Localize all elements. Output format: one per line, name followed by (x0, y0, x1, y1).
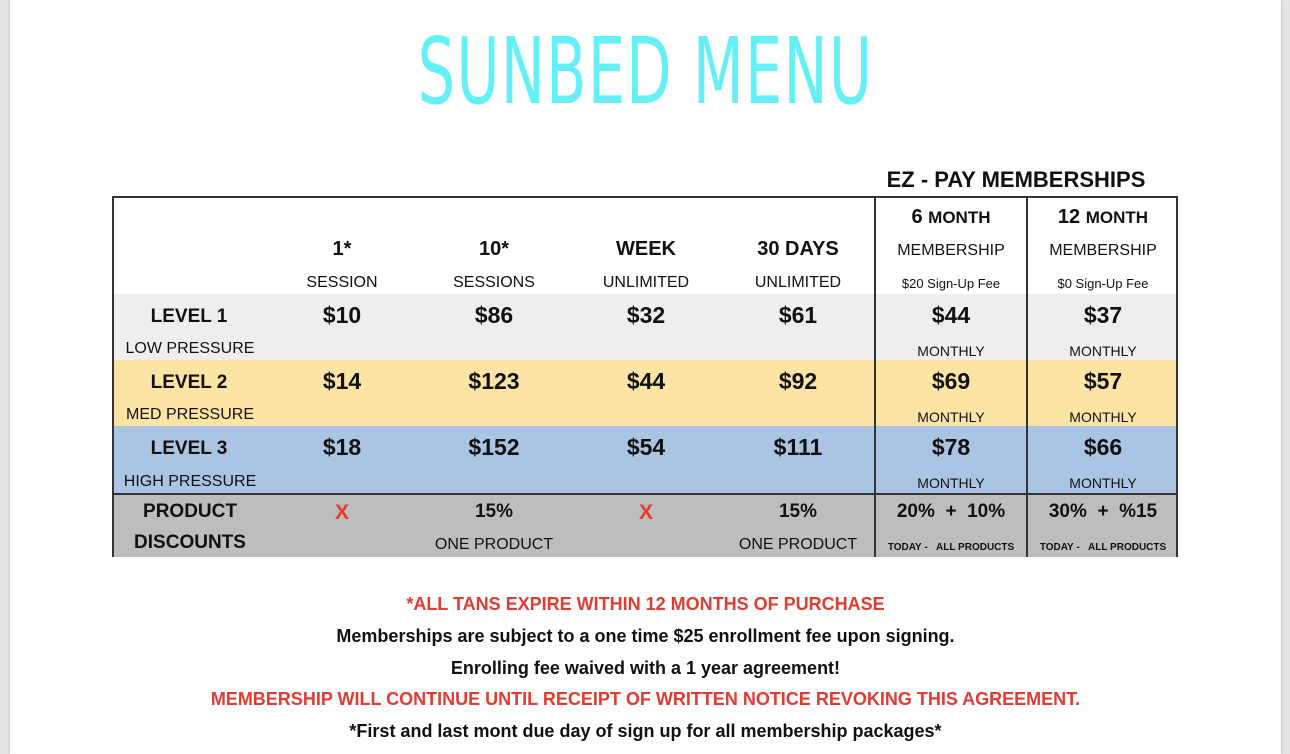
level-3-price-6-month: $78 (931, 434, 971, 460)
membership-12-number: 12 (1057, 206, 1081, 228)
membership-12-month-heading (1028, 206, 1178, 229)
product-12-month-all-products: ALL PRODUCTS (1088, 542, 1167, 553)
membership-6-label: MEMBERSHIP (897, 242, 1005, 259)
price-table (112, 196, 1178, 557)
level-2-pressure: MED PRESSURE (125, 406, 255, 423)
level-2-price-week: $44 (626, 368, 666, 394)
membership-6-fee: $20 Sign-Up Fee (901, 276, 1001, 291)
level-1-pressure: LOW PRESSURE (125, 340, 255, 357)
level-1-price-12-month: $37 (1083, 302, 1123, 328)
level-1-6-month-period: MONTHLY (917, 343, 985, 359)
level-1-price-1-session: $10 (322, 302, 362, 328)
col-header-1-session: 1* (332, 238, 352, 260)
level-2-price-12-month: $57 (1083, 368, 1123, 394)
level-2-price-10-sessions: $123 (468, 368, 520, 394)
level-2-price-6-month: $69 (931, 368, 971, 394)
product-10-sessions-sub: ONE PRODUCT (434, 536, 554, 553)
level-2-12-month-period: MONTHLY (1069, 409, 1137, 425)
product-6-month-all-products: ALL PRODUCTS (936, 542, 1015, 553)
level-2-price-1-session: $14 (322, 368, 362, 394)
level-2-name: LEVEL 2 (150, 372, 228, 393)
level-1-price-6-month: $44 (931, 302, 971, 328)
product-6-month-sub (876, 542, 1026, 553)
product-10-sessions-discount: 15% (474, 501, 514, 522)
product-12-month-discount: 30% + %15 (1048, 501, 1158, 522)
product-6-month-discount: 20% + 10% (896, 501, 1006, 522)
col-header-30-days: 30 DAYS (757, 238, 839, 260)
note-enrollment-fee: Memberships are subject to a one time $25 enrollment fee upon signing. (336, 626, 955, 646)
membership-6-number: 6 (911, 206, 923, 228)
product-6-month-today: TODAY - (887, 542, 928, 553)
note-first-last-month: *First and last mont due day of sign up for all membership packages* (349, 721, 942, 741)
membership-12-label: MEMBERSHIP (1049, 242, 1157, 259)
level-1-price-week: $32 (626, 302, 666, 328)
level-1-name: LEVEL 1 (150, 306, 228, 327)
col-sub-week: UNLIMITED (602, 274, 690, 291)
product-12-month-today: TODAY - (1039, 542, 1080, 553)
level-1-12-month-period: MONTHLY (1069, 343, 1137, 359)
membership-12-fee: $0 Sign-Up Fee (1057, 276, 1149, 291)
product-label-2: DISCOUNTS (134, 532, 246, 553)
level-1-price-30-days: $61 (778, 302, 818, 328)
level-3-6-month-period: MONTHLY (917, 475, 985, 491)
note-continuation: MEMBERSHIP WILL CONTINUE UNTIL RECEIPT OF WRITTEN NOTICE REVOKING THIS AGREEMENT. (210, 689, 1081, 709)
note-expiry: *ALL TANS EXPIRE WITHIN 12 MONTHS OF PURCHASE (406, 594, 885, 614)
membership-12-word: MONTH (1085, 208, 1149, 227)
membership-6-month-heading (876, 206, 1026, 229)
product-12-month-sub (1028, 542, 1178, 553)
col-sub-10-sessions: SESSIONS (453, 274, 535, 291)
level-3-price-30-days: $111 (773, 434, 823, 460)
level-3-price-1-session: $18 (322, 434, 362, 460)
product-label-1: PRODUCT (143, 501, 237, 522)
note-fee-waived: Enrolling fee waived with a 1 year agreement! (450, 658, 841, 678)
membership-6-word: MONTH (928, 208, 991, 227)
level-3-12-month-period: MONTHLY (1069, 475, 1137, 491)
product-week-x-icon: X (638, 501, 653, 524)
menu-sheet (10, 0, 1281, 754)
level-3-price-12-month: $66 (1083, 434, 1123, 460)
col-header-week: WEEK (616, 238, 676, 260)
col-sub-30-days: UNLIMITED (754, 274, 842, 291)
product-30-days-discount: 15% (778, 501, 818, 522)
col-sub-1-session: SESSION (306, 274, 378, 291)
col-header-10-sessions: 10* (478, 238, 510, 260)
level-3-price-week: $54 (626, 434, 666, 460)
level-1-price-10-sessions: $86 (474, 302, 514, 328)
level-2-price-30-days: $92 (778, 368, 818, 394)
level-3-pressure: HIGH PRESSURE (123, 473, 257, 490)
page-title: SUNBED MENU (417, 18, 874, 125)
product-30-days-sub: ONE PRODUCT (738, 536, 858, 553)
level-2-6-month-period: MONTHLY (917, 409, 985, 425)
level-3-price-10-sessions: $152 (468, 434, 520, 460)
level-3-name: LEVEL 3 (150, 438, 228, 459)
product-1-session-x-icon: X (334, 501, 349, 524)
ez-pay-heading: EZ - PAY MEMBERSHIPS (886, 167, 1146, 192)
